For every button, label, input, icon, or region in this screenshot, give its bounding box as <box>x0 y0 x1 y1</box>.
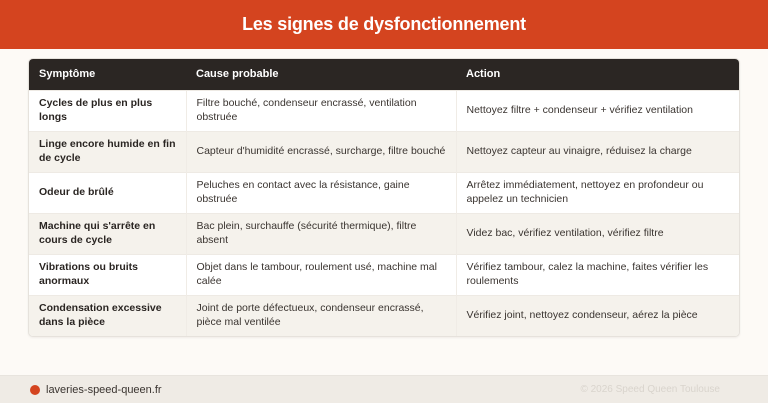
symptom-cell: Linge encore humide en fin de cycle <box>29 131 186 172</box>
header-banner <box>0 0 768 49</box>
table-header-row <box>29 59 740 90</box>
symptom-cell: Vibrations ou bruits anormaux <box>29 254 186 295</box>
column-header-cause: Cause probable <box>196 68 279 81</box>
column-header-action: Action <box>466 68 501 81</box>
site-link[interactable]: laveries-speed-queen.fr <box>46 383 162 396</box>
table-row <box>29 254 740 295</box>
action-cell: Vérifiez tambour, calez la machine, faites vérifier les roulements <box>456 254 740 295</box>
cause-cell: Joint de porte défectueux, condenseur encrassé, pièce mal ventilée <box>186 295 456 336</box>
troubleshooting-table <box>28 58 740 337</box>
cause-cell: Bac plein, surchauffe (sécurité thermique), filtre absent <box>186 213 456 254</box>
table-row <box>29 131 740 172</box>
cause-cell: Filtre bouché, condenseur encrassé, ventilation obstruée <box>186 90 456 131</box>
cause-cell: Peluches en contact avec la résistance, gaine obstruée <box>186 172 456 213</box>
copyright-text: © 2026 Speed Queen Toulouse <box>580 384 720 395</box>
symptom-cell: Machine qui s'arrête en cours de cycle <box>29 213 186 254</box>
orange-dot-icon <box>30 385 40 395</box>
cause-cell: Capteur d'humidité encrassé, surcharge, filtre bouché <box>186 131 456 172</box>
table-row <box>29 90 740 131</box>
action-cell: Arrêtez immédiatement, nettoyez en profondeur ou appelez un technicien <box>456 172 740 213</box>
table-row <box>29 172 740 213</box>
footer-brand <box>30 384 162 396</box>
symptom-cell: Cycles de plus en plus longs <box>29 90 186 131</box>
action-cell: Nettoyez capteur au vinaigre, réduisez la charge <box>456 131 740 172</box>
column-header-symptom: Symptôme <box>39 68 96 81</box>
action-cell: Vérifiez joint, nettoyez condenseur, aérez la pièce <box>456 295 740 336</box>
table-row <box>29 213 740 254</box>
action-cell: Nettoyez filtre + condenseur + vérifiez ventilation <box>456 90 740 131</box>
footer <box>0 375 768 403</box>
action-cell: Videz bac, vérifiez ventilation, vérifiez filtre <box>456 213 740 254</box>
table-row <box>29 295 740 336</box>
symptom-cell: Condensation excessive dans la pièce <box>29 295 186 336</box>
cause-cell: Objet dans le tambour, roulement usé, machine mal calée <box>186 254 456 295</box>
symptom-cell: Odeur de brûlé <box>29 172 186 213</box>
page-title: Les signes de dysfonctionnement <box>242 14 526 34</box>
